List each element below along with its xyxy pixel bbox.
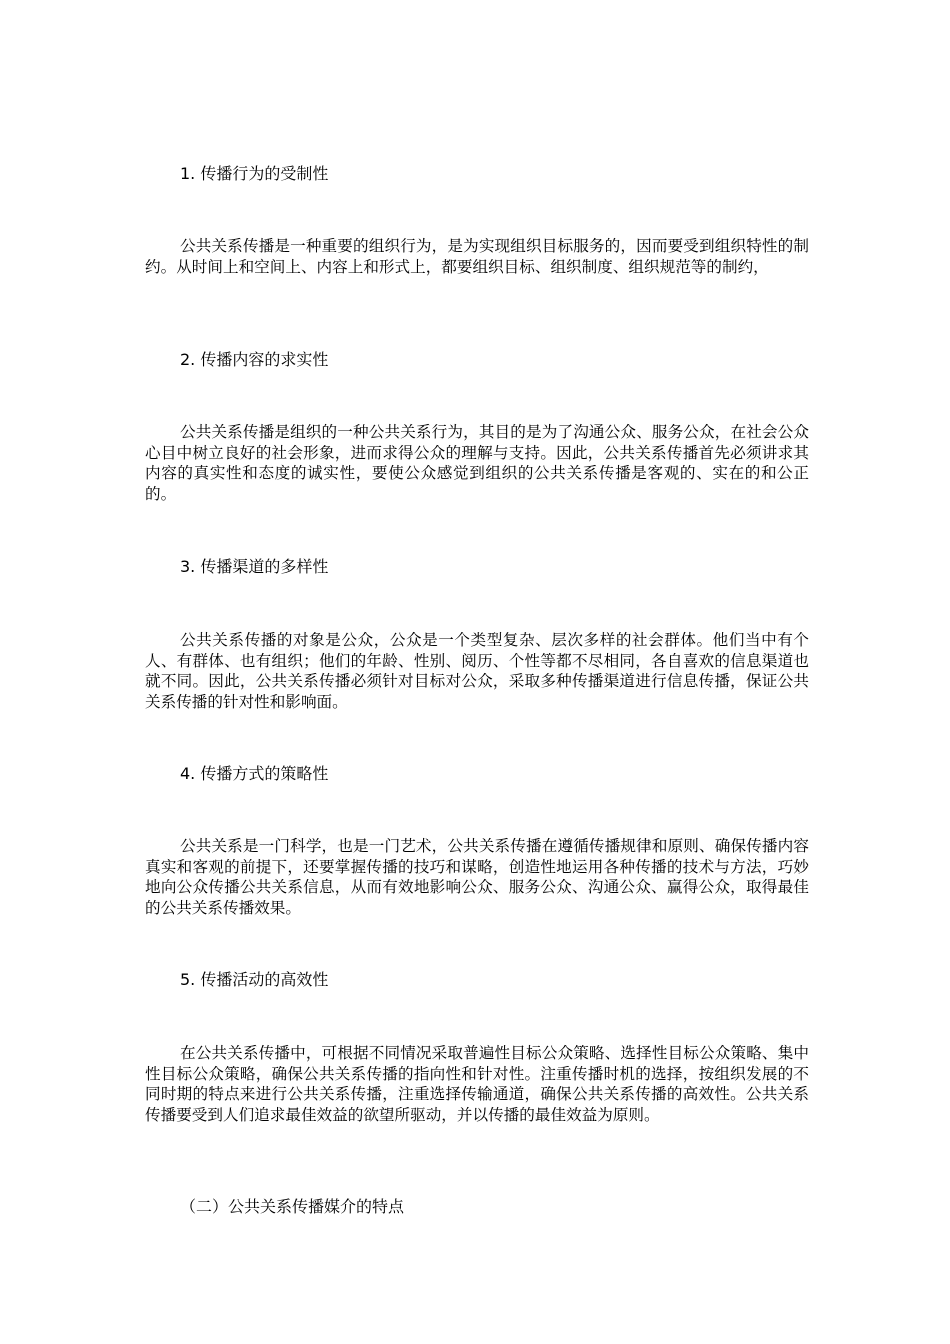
- subsection-heading: （二）公共关系传播媒介的特点: [180, 1197, 405, 1216]
- section-5-heading: [180, 970, 328, 990]
- section-4-heading: [180, 764, 328, 784]
- section-1-title: 传播行为的受制性: [200, 164, 329, 183]
- section-4-body: 公共关系是一门科学，也是一门艺术，公共关系传播在遵循传播规律和原则、确保传播内容真实和客观的前提下，还要掌握传播的技巧和谋略，创造性地运用各种传播的技术与方法，巧妙地向公众传播公共关系信息，从而有效地影响公众、服务公众、沟通公众、赢得公众，取得最佳的公共关系传播效果。: [145, 837, 809, 917]
- section-3-body: 公共关系传播的对象是公众，公众是一个类型复杂、层次多样的社会群体。他们当中有个人、有群体、也有组织；他们的年龄、性别、阅历、个性等都不尽相同，各自喜欢的信息渠道也就不同。因此，公共关系传播必须针对目标对公众，采取多种传播渠道进行信息传播，保证公共关系传播的针对性和影响面。: [145, 631, 809, 711]
- section-2-body: 公共关系传播是组织的一种公共关系行为，其目的是为了沟通公众、服务公众，在社会公众心目中树立良好的社会形象，进而求得公众的理解与支持。因此，公共关系传播首先必须讲求其内容的真实性和态度的诚实性，要使公众感觉到组织的公共关系传播是客观的、实在的和公正的。: [145, 423, 809, 503]
- section-1-number: 1.: [180, 164, 196, 183]
- section-2-number: 2.: [180, 350, 196, 369]
- section-4-title: 传播方式的策略性: [200, 764, 329, 783]
- section-3-number: 3.: [180, 557, 196, 576]
- section-2-heading: [180, 350, 328, 370]
- section-5-number: 5.: [180, 970, 196, 989]
- section-1-body: 公共关系传播是一种重要的组织行为，是为实现组织目标服务的，因而要受到组织特性的制约。从时间上和空间上、内容上和形式上，都要组织目标、组织制度、组织规范等的制约，: [145, 237, 809, 276]
- section-3-heading: [180, 557, 328, 577]
- section-1-heading: [180, 164, 328, 184]
- section-4-number: 4.: [180, 764, 196, 783]
- section-5-title: 传播活动的高效性: [200, 970, 329, 989]
- section-5-body: 在公共关系传播中，可根据不同情况采取普遍性目标公众策略、选择性目标公众策略、集中性目标公众策略，确保公共关系传播的指向性和针对性。注重传播时机的选择，按组织发展的不同时期的特点来进行公共关系传播，注重选择传输通道，确保公共关系传播的高效性。公共关系传播要受到人们追求最佳效益的欲望所驱动，并以传播的最佳效益为原则。: [145, 1044, 809, 1124]
- section-3-title: 传播渠道的多样性: [200, 557, 329, 576]
- section-2-title: 传播内容的求实性: [200, 350, 329, 369]
